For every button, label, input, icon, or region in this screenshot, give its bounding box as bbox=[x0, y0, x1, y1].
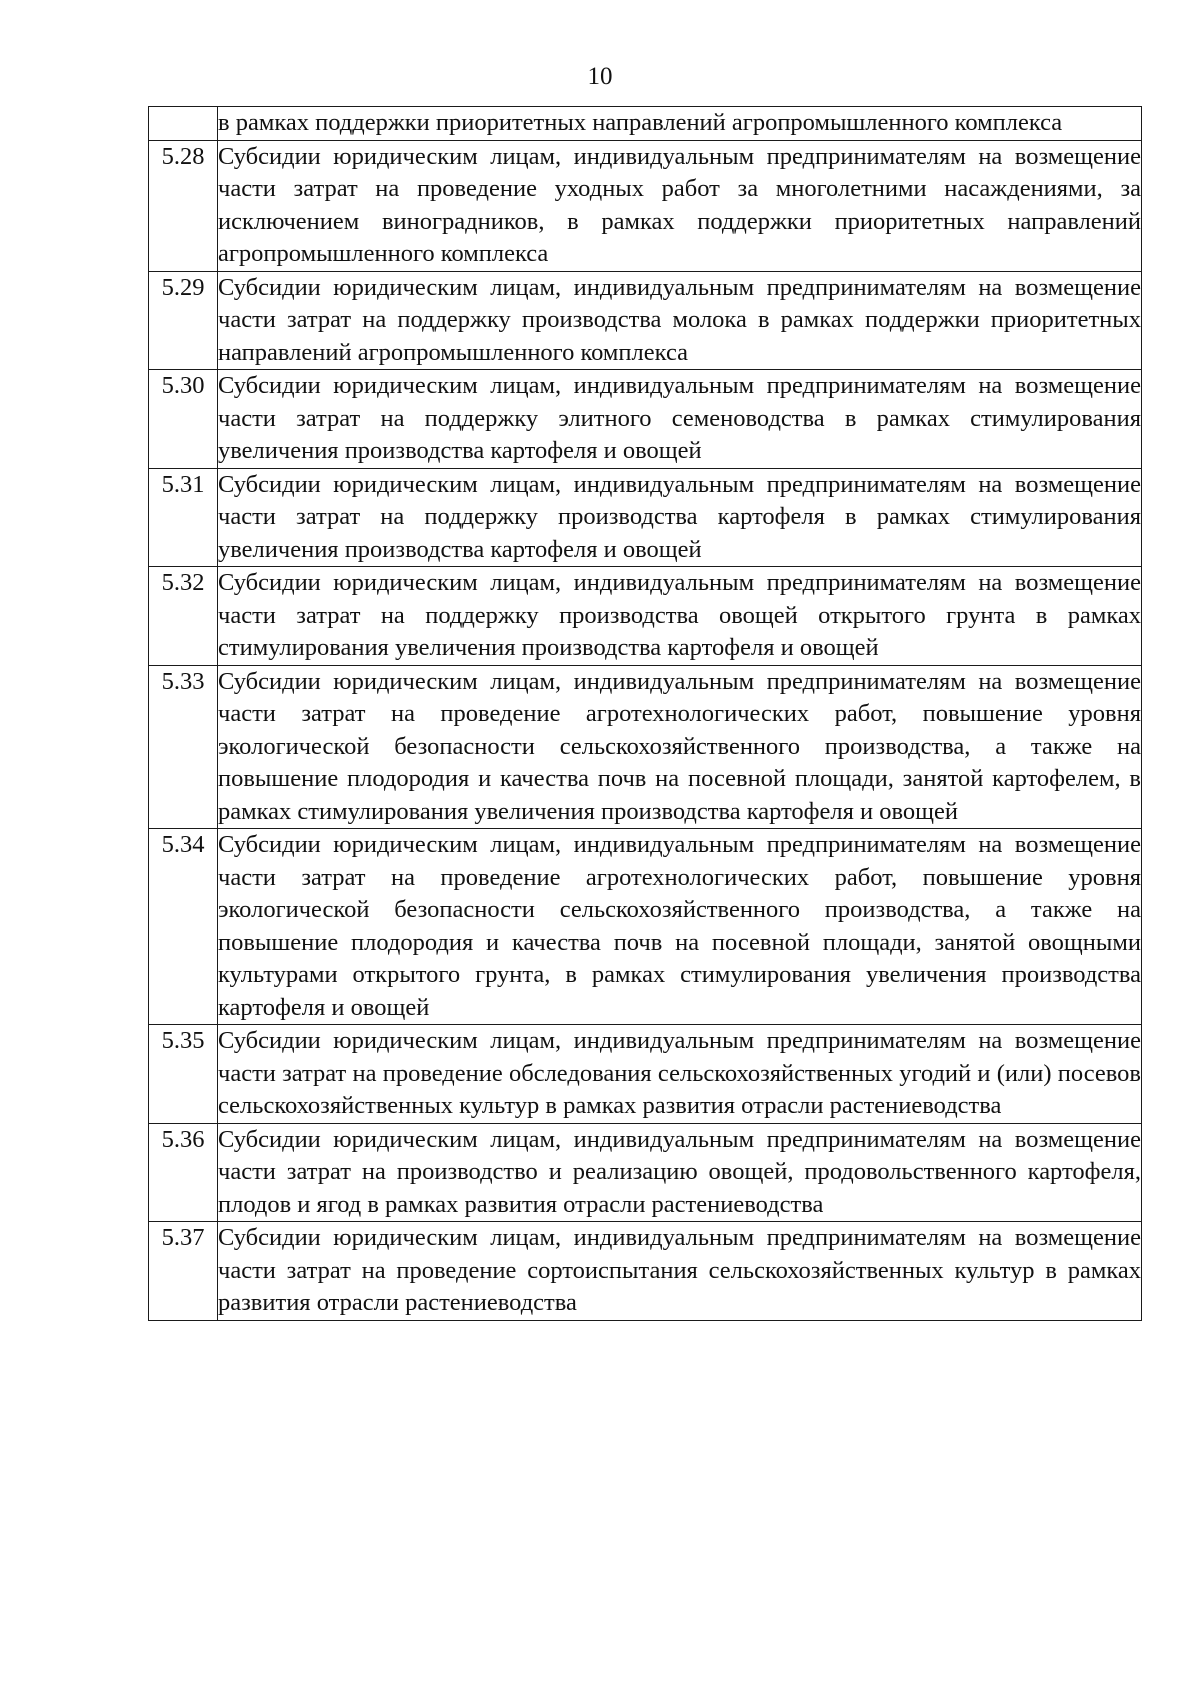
row-text: Субсидии юридическим лицам, индивидуальным предпринимателям на возмещение части затрат на поддержку элитного семеноводства в рамках стимулирования увеличения производства картофеля и овощей bbox=[218, 370, 1142, 469]
row-text: Субсидии юридическим лицам, индивидуальным предпринимателям на возмещение части затрат на проведение уходных работ за многолетними насаждениями, за исключением виноградников, в рамках поддержки приоритетных направлений агропромышленного комплекса bbox=[218, 140, 1142, 271]
table-row bbox=[149, 1025, 1142, 1124]
row-number bbox=[149, 107, 218, 141]
row-number: 5.31 bbox=[149, 468, 218, 567]
row-number: 5.29 bbox=[149, 271, 218, 370]
row-number: 5.36 bbox=[149, 1123, 218, 1222]
table-row bbox=[149, 468, 1142, 567]
row-number: 5.30 bbox=[149, 370, 218, 469]
row-text: Субсидии юридическим лицам, индивидуальным предпринимателям на возмещение части затрат на поддержку производства молока в рамках поддержки приоритетных направлений агропромышленного комплекса bbox=[218, 271, 1142, 370]
items-table bbox=[148, 106, 1142, 1321]
row-number: 5.35 bbox=[149, 1025, 218, 1124]
row-number: 5.33 bbox=[149, 665, 218, 829]
row-text: Субсидии юридическим лицам, индивидуальным предпринимателям на возмещение части затрат на проведение агротехнологических работ, повышение уровня экологической безопасности сельскохозяйственного производства, а также на повышение плодородия и качества почв на посевной площади, занятой овощными культурами открытого грунта, в рамках стимулирования увеличения производства картофеля и овощей bbox=[218, 829, 1142, 1025]
row-text: Субсидии юридическим лицам, индивидуальным предпринимателям на возмещение части затрат на проведение обследования сельскохозяйственных угодий и (или) посевов сельскохозяйственных культур в рамках развития отрасли растениеводства bbox=[218, 1025, 1142, 1124]
row-number: 5.34 bbox=[149, 829, 218, 1025]
table-row bbox=[149, 140, 1142, 271]
table-row bbox=[149, 1123, 1142, 1222]
table-row bbox=[149, 1222, 1142, 1321]
row-text: Субсидии юридическим лицам, индивидуальным предпринимателям на возмещение части затрат на проведение агротехнологических работ, повышение уровня экологической безопасности сельскохозяйственного производства, а также на повышение плодородия и качества почв на посевной площади, занятой картофелем, в рамках стимулирования увеличения производства картофеля и овощей bbox=[218, 665, 1142, 829]
table-row bbox=[149, 370, 1142, 469]
table-row bbox=[149, 829, 1142, 1025]
row-number: 5.37 bbox=[149, 1222, 218, 1321]
items-table-body bbox=[149, 107, 1142, 1321]
row-text: Субсидии юридическим лицам, индивидуальным предпринимателям на возмещение части затрат на проведение сортоиспытания сельскохозяйственных культур в рамках развития отрасли растениеводства bbox=[218, 1222, 1142, 1321]
row-number: 5.32 bbox=[149, 567, 218, 666]
row-text: Субсидии юридическим лицам, индивидуальным предпринимателям на возмещение части затрат на поддержку производства овощей открытого грунта в рамках стимулирования увеличения производства картофеля и овощей bbox=[218, 567, 1142, 666]
row-number: 5.28 bbox=[149, 140, 218, 271]
table-row bbox=[149, 271, 1142, 370]
row-text: Субсидии юридическим лицам, индивидуальным предпринимателям на возмещение части затрат на поддержку производства картофеля в рамках стимулирования увеличения производства картофеля и овощей bbox=[218, 468, 1142, 567]
page-number: 10 bbox=[587, 63, 613, 90]
table-row bbox=[149, 567, 1142, 666]
table-row bbox=[149, 665, 1142, 829]
row-text: в рамках поддержки приоритетных направлений агропромышленного комплекса bbox=[218, 107, 1142, 141]
row-text: Субсидии юридическим лицам, индивидуальным предпринимателям на возмещение части затрат на производство и реализацию овощей, продовольственного картофеля, плодов и ягод в рамках развития отрасли растениеводства bbox=[218, 1123, 1142, 1222]
table-row bbox=[149, 107, 1142, 141]
